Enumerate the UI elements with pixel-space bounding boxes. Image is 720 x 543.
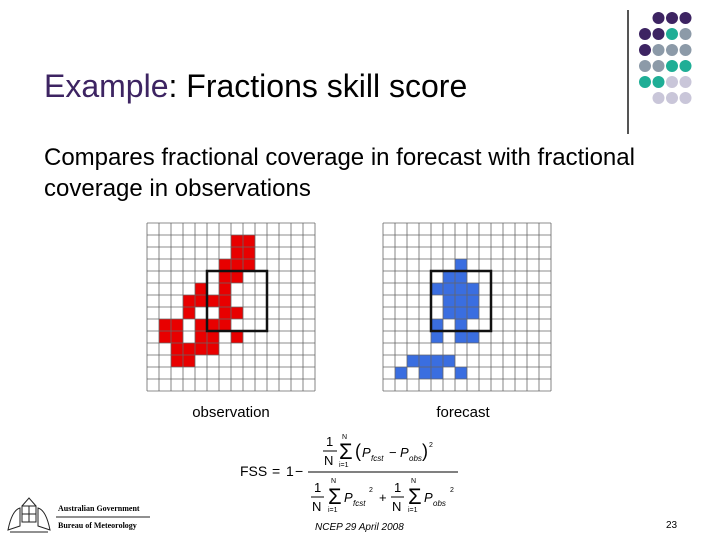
filled-cell xyxy=(455,259,467,271)
filled-cell xyxy=(171,343,183,355)
fss-formula xyxy=(238,428,478,528)
decorative-dot xyxy=(639,76,651,88)
filled-cell xyxy=(207,343,219,355)
forecast-grid xyxy=(382,222,552,392)
filled-cell xyxy=(183,355,195,367)
filled-cell xyxy=(395,367,407,379)
filled-cell xyxy=(243,235,255,247)
decorative-dot xyxy=(639,28,651,40)
filled-cell xyxy=(219,295,231,307)
decorative-dot xyxy=(680,60,692,72)
filled-cell xyxy=(431,319,443,331)
filled-cell xyxy=(219,307,231,319)
den2-N: N xyxy=(392,499,402,514)
filled-cell xyxy=(183,295,195,307)
filled-cell xyxy=(219,319,231,331)
filled-cell xyxy=(195,283,207,295)
slide-title xyxy=(44,68,467,105)
decorative-dot xyxy=(639,60,651,72)
den1-sum-bottom: i=1 xyxy=(328,507,338,514)
filled-cell xyxy=(183,307,195,319)
num-N: N xyxy=(324,453,334,468)
filled-cell xyxy=(443,295,455,307)
filled-cell xyxy=(231,307,243,319)
den1-one: 1 xyxy=(314,480,322,495)
den1-sq: 2 xyxy=(369,487,373,494)
den-plus: + xyxy=(379,490,387,505)
formula-lhs: FSS xyxy=(240,463,268,479)
filled-cell xyxy=(183,343,195,355)
decorative-dot xyxy=(653,12,665,24)
filled-cell xyxy=(467,307,479,319)
filled-cell xyxy=(455,331,467,343)
filled-cell xyxy=(219,283,231,295)
filled-cell xyxy=(159,331,171,343)
den1-sigma: Σ xyxy=(328,484,342,509)
logo-line-government: Australian Government xyxy=(58,504,140,513)
filled-cell xyxy=(443,355,455,367)
filled-cell xyxy=(455,319,467,331)
filled-cell xyxy=(243,259,255,271)
num-obs: obs xyxy=(409,454,422,463)
filled-cell xyxy=(171,319,183,331)
australian-government-logo xyxy=(4,496,154,538)
filled-cell xyxy=(207,295,219,307)
filled-cell xyxy=(455,367,467,379)
filled-cell xyxy=(455,307,467,319)
forecast-label: forecast xyxy=(436,404,490,421)
den2-one: 1 xyxy=(394,480,402,495)
filled-cell xyxy=(231,331,243,343)
decorative-dot xyxy=(666,92,678,104)
logo-line-bureau: Bureau of Meteorology xyxy=(58,521,137,530)
decorative-dot xyxy=(666,60,678,72)
filled-cell xyxy=(455,295,467,307)
filled-cell xyxy=(443,271,455,283)
num-lparen: ( xyxy=(355,441,361,461)
coat-of-arms-icon xyxy=(8,498,50,532)
filled-cell xyxy=(159,319,171,331)
decorative-dot xyxy=(680,76,692,88)
num-sigma: Σ xyxy=(339,439,353,464)
decorative-dot xyxy=(680,12,692,24)
filled-cell xyxy=(195,295,207,307)
filled-cell xyxy=(195,343,207,355)
den1-sum-top: N xyxy=(331,478,337,485)
num-fcst: fcst xyxy=(371,454,384,463)
den2-sigma: Σ xyxy=(408,484,422,509)
filled-cell xyxy=(467,331,479,343)
den2-sum-top: N xyxy=(411,478,417,485)
filled-cell xyxy=(207,331,219,343)
num-minus: − xyxy=(389,445,397,460)
filled-cell xyxy=(231,247,243,259)
slide-body-text: Compares fractional coverage in forecast with fractional coverage in observations xyxy=(44,144,635,202)
den2-obs: obs xyxy=(433,499,446,508)
num-one: 1 xyxy=(326,434,334,449)
den1-N: N xyxy=(312,499,322,514)
filled-cell xyxy=(431,331,443,343)
filled-cell xyxy=(195,319,207,331)
filled-cell xyxy=(219,259,231,271)
filled-cell xyxy=(443,307,455,319)
decorative-dot xyxy=(666,12,678,24)
filled-cell xyxy=(231,271,243,283)
observation-label: observation xyxy=(192,404,270,421)
title-divider-line xyxy=(627,10,629,134)
den1-P: P xyxy=(344,490,353,505)
filled-cell xyxy=(171,355,183,367)
decorative-dot xyxy=(666,76,678,88)
decorative-dot xyxy=(653,76,665,88)
num-P1: P xyxy=(362,445,371,460)
den2-sq: 2 xyxy=(450,487,454,494)
filled-cell xyxy=(467,295,479,307)
filled-cell xyxy=(171,331,183,343)
decorative-dot xyxy=(653,92,665,104)
decorative-dot xyxy=(680,44,692,56)
filled-cell xyxy=(231,235,243,247)
filled-cell xyxy=(219,271,231,283)
observation-grid xyxy=(146,222,316,392)
num-sum-bottom: i=1 xyxy=(339,462,349,469)
page-number: 23 xyxy=(666,520,678,531)
decorative-dot xyxy=(653,28,665,40)
filled-cell xyxy=(455,283,467,295)
filled-cell xyxy=(407,355,419,367)
decorative-dot xyxy=(639,44,651,56)
footer-text: NCEP 29 April 2008 xyxy=(315,522,404,533)
decorative-dot xyxy=(680,28,692,40)
formula-one: 1 xyxy=(286,463,294,479)
title-rest: : Fractions skill score xyxy=(168,68,468,104)
filled-cell xyxy=(467,283,479,295)
title-accent: Example xyxy=(44,68,169,104)
filled-cell xyxy=(431,355,443,367)
den1-fcst: fcst xyxy=(353,499,366,508)
decorative-dot xyxy=(666,28,678,40)
num-rparen: ) xyxy=(422,441,428,461)
filled-cell xyxy=(195,331,207,343)
den2-sum-bottom: i=1 xyxy=(408,507,418,514)
filled-cell xyxy=(243,247,255,259)
filled-cell xyxy=(431,367,443,379)
num-sq: 2 xyxy=(429,442,433,449)
filled-cell xyxy=(207,319,219,331)
decorative-dot xyxy=(653,60,665,72)
den2-P: P xyxy=(424,490,433,505)
filled-cell xyxy=(455,271,467,283)
decorative-dot xyxy=(680,92,692,104)
filled-cell xyxy=(443,283,455,295)
decorative-dot xyxy=(666,44,678,56)
decorative-dot xyxy=(653,44,665,56)
filled-cell xyxy=(419,355,431,367)
formula-equals: = xyxy=(272,463,281,479)
formula-minus: − xyxy=(295,463,304,479)
filled-cell xyxy=(419,367,431,379)
num-P2: P xyxy=(400,445,409,460)
filled-cell xyxy=(431,283,443,295)
filled-cell xyxy=(231,259,243,271)
num-sum-top: N xyxy=(342,434,348,441)
